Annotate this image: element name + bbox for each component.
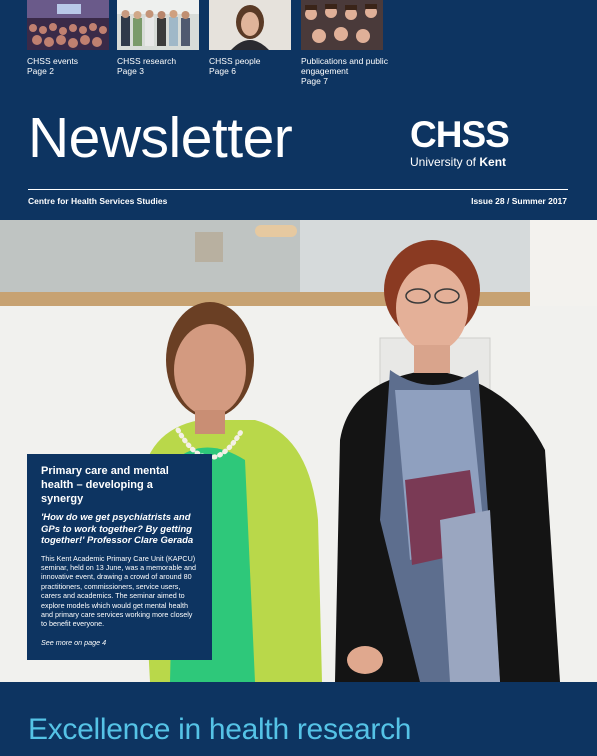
contents-item-events[interactable] (27, 56, 109, 76)
story-body: This Kent Academic Primary Care Unit (KAPCU) seminar, held on 13 June, was a memorable and innovative event, drawing a crowd of around 80 practitioners, commissioners, service users, carers and academics. The seminar aimed to explore models which would get mental health and primary care services working more closely to benefit everyone. (41, 553, 197, 629)
contents-page: Page 2 (27, 66, 54, 76)
logo-university-name: Kent (479, 155, 507, 169)
contents-title: CHSS research (117, 56, 177, 66)
story-quote: 'How do we get psychiatrists and GPs to work together? By getting together!' Professor Clare Gerada (41, 512, 194, 546)
contents-title: CHSS events (27, 56, 79, 66)
contents-item-people[interactable] (209, 56, 291, 76)
logo-name: CHSS (410, 114, 509, 155)
contents-item-publications[interactable] (301, 56, 391, 86)
issue-number: Issue 28 / Summer 2017 (471, 196, 567, 206)
research-thumbnail[interactable] (117, 0, 199, 50)
tagline: Excellence in health research (28, 713, 412, 746)
events-thumbnail[interactable] (27, 0, 109, 50)
header-divider (28, 189, 568, 190)
contents-page: Page 3 (117, 66, 144, 76)
masthead-title: Newsletter (28, 106, 293, 170)
contents-title: CHSS people (209, 56, 261, 66)
cover-header (0, 0, 597, 220)
contents-page: Page 6 (209, 66, 236, 76)
contents-page: Page 7 (301, 76, 328, 86)
contents-title: Publications and public engagement (301, 56, 388, 76)
story-title: Primary care and mental health – developing a synergy (41, 465, 169, 505)
chss-logo[interactable] (410, 114, 509, 169)
contents-item-research[interactable] (117, 56, 199, 76)
publications-thumbnail[interactable] (301, 0, 383, 50)
centre-name: Centre for Health Services Studies (28, 196, 168, 206)
feature-story-box[interactable] (27, 454, 212, 660)
people-thumbnail[interactable] (209, 0, 291, 50)
story-more-link[interactable]: See more on page 4 (41, 637, 107, 647)
logo-university (410, 155, 509, 169)
logo-university-prefix: University of (410, 155, 477, 169)
